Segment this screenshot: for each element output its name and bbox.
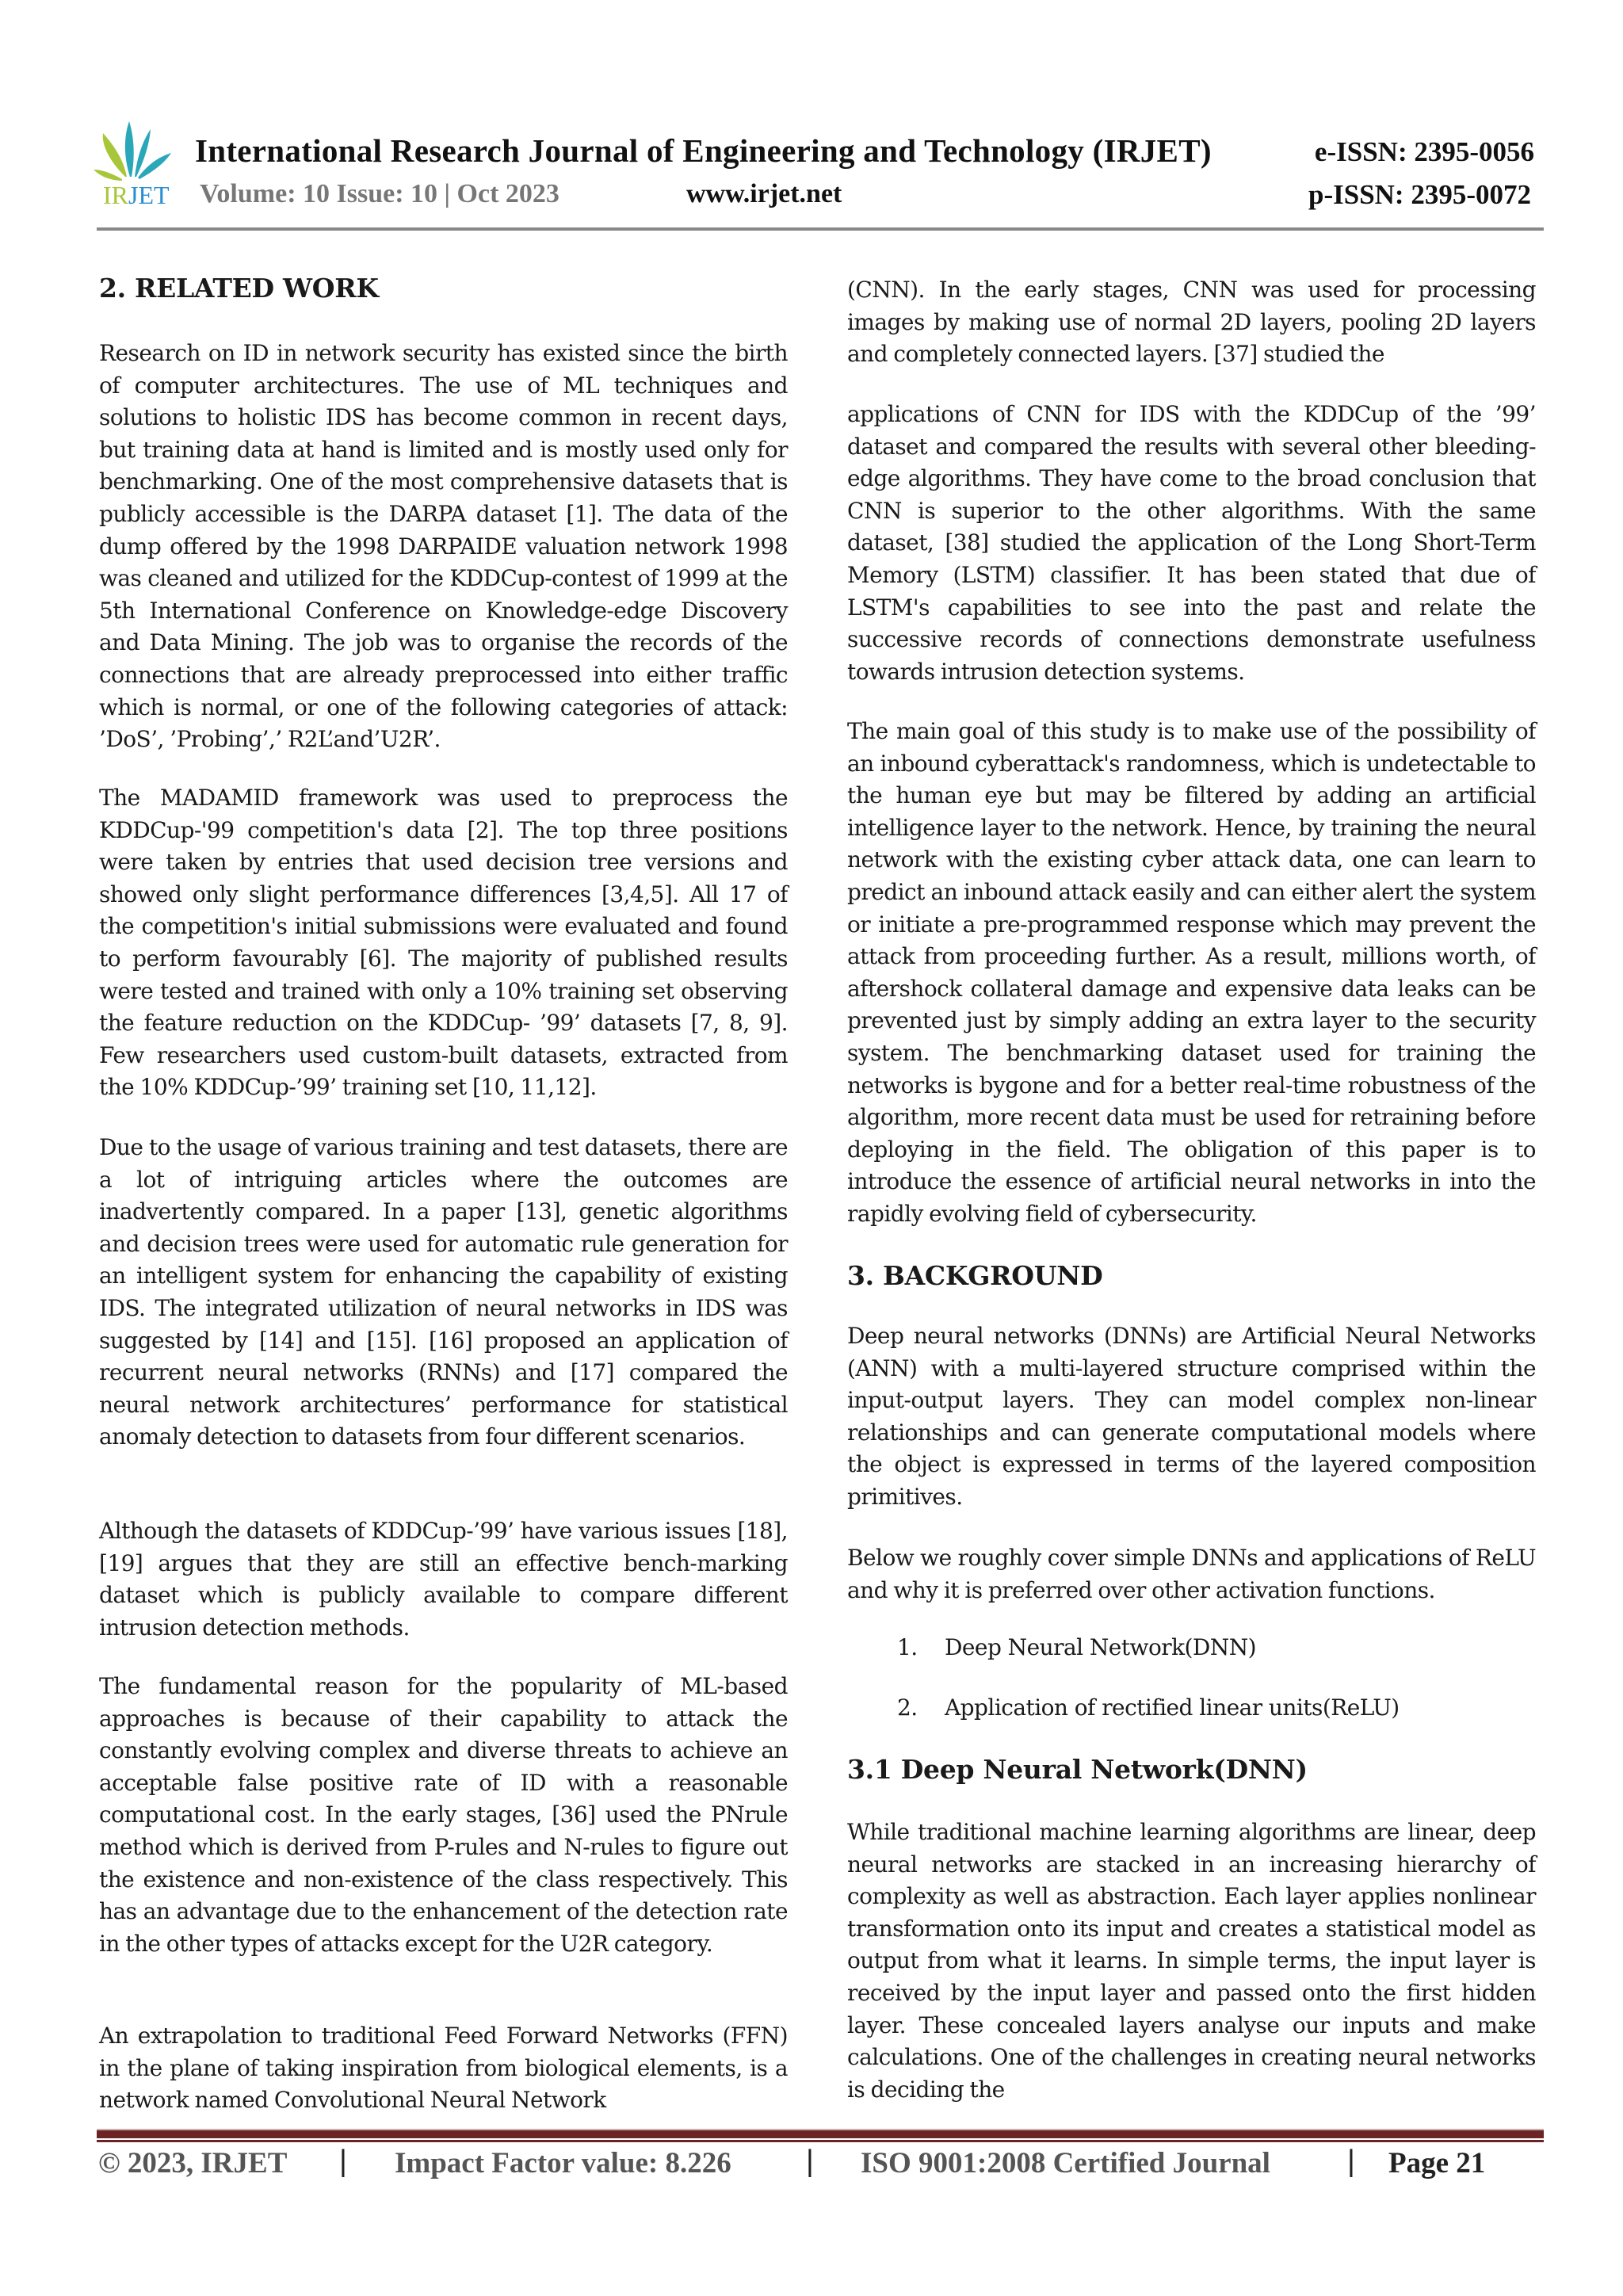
- logo-text: IRJET: [103, 181, 170, 209]
- footer-copyright: © 2023, IRJET: [98, 2147, 288, 2179]
- paragraph: (CNN). In the early stages, CNN was used for processing images by making use of normal 2D layers, pooling 2D layers and completely connected layers. [37] studied the: [847, 277, 1536, 368]
- paragraph: Deep neural networks (DNNs) are Artificial Neural Networks (ANN) with a multi-layered structure comprised within the input-output layers. They can model complex non-linear relationships and can generate computational models where the object is expressed in terms of the layered composition primitives.: [847, 1323, 1536, 1510]
- website-link[interactable]: www.irjet.net: [686, 179, 842, 208]
- footer-page-number: Page 21: [1388, 2147, 1486, 2179]
- paragraph: applications of CNN for IDS with the KDDCup of the ’99’ dataset and compared the results with several other bleeding-edge algorithms. They have come to the broad conclusion that CNN is superior to the other algorithms. With the same dataset, [38] studied the application of the Long Short-Term Memory (LSTM) classifier. It has been stated that due of LSTM's capabilities to see into the past and relate the successive records of connections demonstrate usefulness towards intrusion detection systems.: [847, 401, 1536, 685]
- paragraph: Due to the usage of various training and test datasets, there are a lot of intriguing articles where the outcomes are inadvertently compared. In a paper [13], genetic algorithms and decision trees were used for automatic rule generation for an intelligent system for enhancing the capability of existing IDS. The integrated utilization of neural networks in IDS was suggested by [14] and [15]. [16] proposed an application of recurrent neural networks (RNNs) and [17] compared the neural network architectures’ performance for statistical anomaly detection to datasets from four different scenarios.: [99, 1134, 788, 1450]
- footer-separator: |: [339, 2145, 347, 2178]
- list-number: 1.: [897, 1634, 918, 1660]
- list-item: [897, 1634, 1256, 1660]
- paragraph: The MADAMID framework was used to preprocess the KDDCup-'99 competition's data [2]. The top three positions were taken by entries that used decision tree versions and showed only slight performance differences [3,4,5]. All 17 of the competition's initial submissions were evaluated and found to perform favourably [6]. The majority of published results were tested and trained with only a 10% training set observing the feature reduction on the KDDCup- ’99’ datasets [7, 8, 9]. Few researchers used custom-built datasets, extracted from the 10% KDDCup-’99’ training set [10, 11,12].: [99, 785, 788, 1101]
- list-text: Deep Neural Network(DNN): [945, 1634, 1257, 1660]
- paragraph: Although the datasets of KDDCup-’99’ have various issues [18], [19] argues that they are still an effective bench-marking dataset which is publicly available to compare different intrusion detection methods.: [99, 1518, 788, 1641]
- section-heading-background: 3. BACKGROUND: [847, 1260, 1103, 1291]
- footer-bar-thin: [97, 2140, 1544, 2142]
- footer-impact-factor: Impact Factor value: 8.226: [395, 2147, 731, 2179]
- paragraph: The main goal of this study is to make use of the possibility of an inbound cyberattack's randomness, which is undetectable to the human eye but may be filtered by adding an artificial intelligence layer to the network. Hence, by training the neural network with the existing cyber attack data, one can learn to predict an inbound attack easily and can either alert the system or initiate a pre-programmed response which may prevent the attack from proceeding further. As a result, millions worth, of aftershock collateral damage and expensive data leaks can be prevented just by simply adding an extra layer to the security system. The benchmarking dataset used for training the networks is bygone and for a better real-time robustness of the algorithm, more recent data must be used for retraining before deploying in the field. The obligation of this paper is to introduce the essence of artificial neural networks in into the rapidly evolving field of cybersecurity.: [847, 718, 1536, 1227]
- footer-separator: |: [806, 2145, 814, 2178]
- volume-issue: Volume: 10 Issue: 10 | Oct 2023: [200, 179, 559, 208]
- paragraph: While traditional machine learning algorithms are linear, deep neural networks are stacked in an increasing hierarchy of complexity as well as abstraction. Each layer applies nonlinear transformation onto its input and creates a statistical model as output from what it learns. In simple terms, the input layer is received by the input layer and passed onto the first hidden layer. These concealed layers analyse our inputs and make calculations. One of the challenges in creating neural networks is deciding the: [847, 1819, 1536, 2103]
- footer-iso: ISO 9001:2008 Certified Journal: [861, 2147, 1270, 2179]
- paragraph: The fundamental reason for the popularity of ML-based approaches is because of their capability to attack the constantly evolving complex and diverse threats to achieve an acceptable false positive rate of ID with a reasonable computational cost. In the early stages, [36] used the PNrule method which is derived from P-rules and N-rules to figure out the existence and non-existence of the class respectively. This has an advantage due to the enhancement of the detection rate in the other types of attacks except for the U2R category.: [99, 1673, 788, 1957]
- list-text: Application of rectified linear units(ReLU): [945, 1694, 1400, 1721]
- section-heading-related-work: 2. RELATED WORK: [99, 273, 379, 304]
- footer-bar: [97, 2129, 1544, 2138]
- e-issn: e-ISSN: 2395-0056: [1314, 136, 1534, 167]
- list-number: 2.: [897, 1694, 918, 1721]
- header-divider: [97, 227, 1544, 231]
- journal-title: International Research Journal of Engineering and Technology (IRJET): [195, 132, 1212, 169]
- paragraph: Below we roughly cover simple DNNs and applications of ReLU and why it is preferred over other activation functions.: [847, 1545, 1536, 1603]
- list-item: [897, 1694, 1400, 1721]
- subsection-heading-dnn: 3.1 Deep Neural Network(DNN): [847, 1754, 1308, 1785]
- p-issn: p-ISSN: 2395-0072: [1308, 179, 1531, 210]
- footer-separator: |: [1347, 2145, 1355, 2178]
- paragraph: Research on ID in network security has existed since the birth of computer architectures. The use of ML techniques and solutions to holistic IDS has become common in recent days, but training data at hand is limited and is mostly used only for benchmarking. One of the most comprehensive datasets that is publicly accessible is the DARPA dataset [1]. The data of the dump offered by the 1998 DARPAIDE valuation network 1998 was cleaned and utilized for the KDDCup-contest of 1999 at the 5th International Conference on Knowledge-edge Discovery and Data Mining. The job was to organise the records of the connections that are already preprocessed into either traffic which is normal, or one of the following categories of attack: ’DoS’, ’Probing’,’ R2L’and’U2R’.: [99, 340, 788, 753]
- irjet-logo: [94, 117, 181, 211]
- paragraph: An extrapolation to traditional Feed Forward Networks (FFN) in the plane of taking inspiration from biological elements, is a network named Convolutional Neural Network: [99, 2023, 788, 2114]
